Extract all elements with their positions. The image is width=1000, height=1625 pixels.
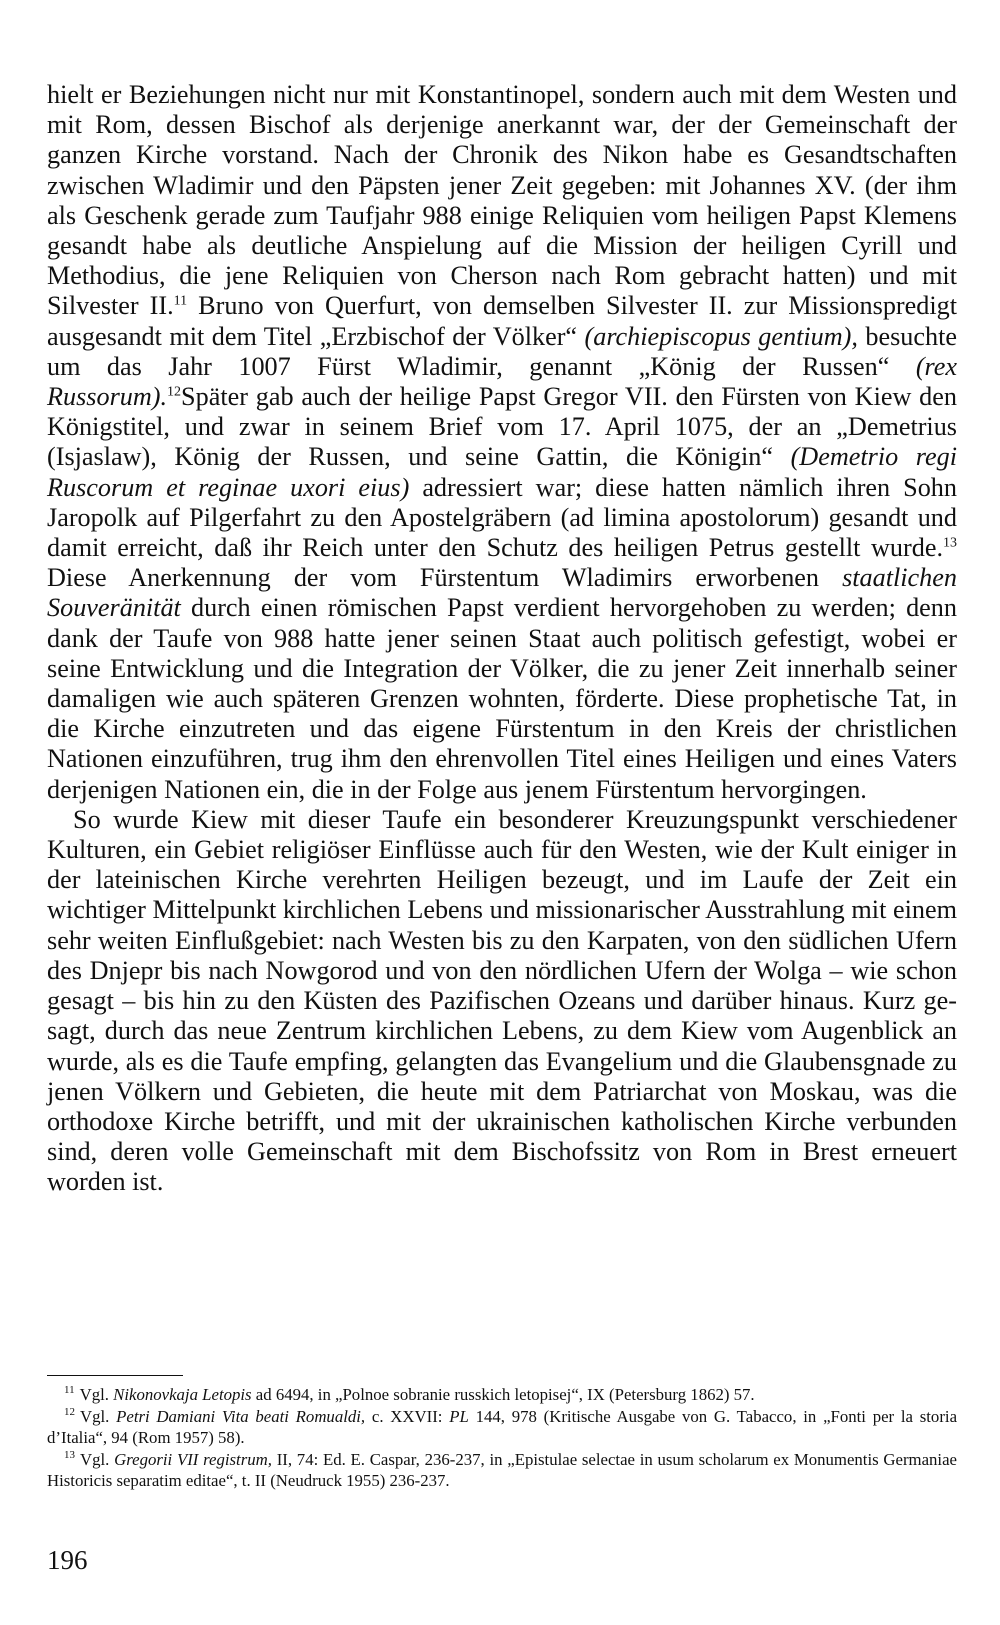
footnote-number: 11 (64, 1384, 75, 1397)
footnote-text: Vgl. (80, 1406, 117, 1426)
body-text (47, 80, 957, 1198)
page-number: 196 (47, 1545, 88, 1575)
footnote-text: c. XXVII: (365, 1406, 450, 1426)
footnote-ref-11[interactable]: 11 (173, 293, 188, 309)
footnote-title: PL (449, 1406, 469, 1426)
footnote-text: ad 6494, in „Polnoe sobranie russkich letopisej“, IX (Petersburg 1862) 57. (251, 1385, 755, 1404)
footnote-text: Vgl. (79, 1385, 114, 1404)
text-run: Später gab auch der heilige Papst Gregor VII. den Fürsten von Kiew den Königstitel, und zwar in seinem Brief vom 17. April 1075, der an „Demetrius (Isjaslaw), König der Russen, und seine Gattin, die Königin“ (47, 382, 957, 472)
text-run: Bruno von Querfurt, von demselben Silvester II. zur Missionspredigt ausgesandt mit dem Titel „Erzbischof der Völker“ (47, 291, 957, 351)
footnote-text: 144, 978 (Kritische Ausgabe von G. Tabacco, in „Fonti per la storia d’Italia“, 94 (Rom 1957) 58). (47, 1406, 958, 1448)
italic-latin-term: (Demetrio regi Ruscorum et reginae uxori eius) (47, 442, 957, 502)
footnote-ref-13[interactable]: 13 (943, 535, 957, 551)
footnote-number: 13 (64, 1449, 75, 1462)
paragraph (47, 80, 957, 805)
footnotes (47, 1384, 957, 1492)
footnote-text: II, 74: Ed. E. Caspar, 236-237, in „Epistulae selectae in usum scholarum ex Monumentis Germaniae Historicis separatim editae“, t. II (Neudruck 1955) 236-237. (47, 1449, 957, 1491)
text-run: durch einen römischen Papst verdient hervorgehoben zu werden; denn dank der Taufe von 988 hatte jener seinen Staat auch politisch gefestigt, wobei er seine Entwicklung und die Integration der Völker, die zu jener Zeit innerhalb seiner damaligen wie auch späteren Grenzen wohnten, förderte. Diese prophetische Tat, in die Kirche einzutreten und das eigene Fürstentum in den Kreis der christlichen Nationen einzuführen, trug ihm den ehrenvollen Titel eines Heiligen und eines Vaters derjenigen Nationen ein, die in der Folge aus jenem Fürstentum hervorgingen. (47, 593, 957, 804)
text-run: Diese Anerkennung der vom Fürstentum Wladimirs erworbenen (47, 563, 843, 593)
footnote-title: Gregorii VII registrum, (114, 1449, 272, 1469)
text-run: adressiert war; diese hatten nämlich ihren Sohn Jaropolk auf Pilgerfahrt zu den Apostelgräbern (ad limina apostolorum) gesandt und damit erreicht, daß ihr Reich unter den Schutz des heiligen Petrus gestellt wurde. (47, 472, 957, 563)
footnote-ref-12[interactable]: 12 (167, 384, 182, 400)
footnote-title: Nikonovkaja Letopis (113, 1385, 252, 1404)
footnote-13 (47, 1449, 957, 1492)
text-run: besuchte um das Jahr 1007 Fürst Wladimir, genannt „König der Russen“ (47, 321, 957, 381)
footnote-title: Petri Damiani Vita beati Romualdi, (116, 1406, 366, 1426)
footnote-divider (47, 1375, 183, 1376)
paragraph: So wurde Kiew mit dieser Taufe ein besonderer Kreuzungspunkt verschiedener Kulturen, ein Gebiet religiöser Einflüsse auch für den Westen, wie der Kult einiger in der lateinischen Kirche verehrten Heiligen bezeugt, und im Laufe der Zeit ein wichtiger Mittelpunkt kirchlichen Lebens und missionarischer Ausstrahlung mit einem sehr weiten Einflußgebiet: nach Westen bis zu den Karpaten, von den südlichen Ufern des Dnjepr bis nach Nowgorod und von den nördlichen Ufern der Wolga – wie schon gesagt – bis hin zu den Küsten des Pazifischen Ozeans und darüber hinaus. Kurz gesagt, durch das neue Zentrum kirchlichen Lebens, zu dem Kiew vom Augenblick an wurde, als es die Taufe empfing, gelangten das Evangelium und die Glaubensgnade zu jenen Völkern und Gebieten, die heute mit dem Patriarchat von Moskau, was die orthodoxe Kirche betrifft, und mit der ukrainischen katholischen Kirche verbunden sind, deren volle Gemeinschaft mit dem Bischofssitz von Rom in Brest erneuert worden ist. (47, 804, 957, 1197)
text-run: hielt er Beziehungen nicht nur mit Konstantinopel, sondern auch mit dem Westen und mit Rom, dessen Bischof als derjenige anerkannt war, der der Gemeinschaft der ganzen Kirche vorstand. Nach der Chronik des Nikon habe es Gesandtschaften zwischen Wladimir und den Päpsten jener Zeit gegeben: mit Johannes XV. (der ihm als Geschenk gerade zum Taufjahr 988 einige Reliquien vom heiligen Papst Klemens gesandt habe als deutliche Anspielung auf die Mission der heiligen Cyrill und Methodius, die jene Reliquien von Cherson nach Rom gebracht hatten) und mit Silvester II. (47, 80, 957, 321)
italic-emphasis: staatlichen Souveränität (47, 563, 957, 623)
footnote-11 (47, 1384, 957, 1406)
italic-latin-term: (archiepiscopus gentium), (584, 321, 858, 351)
italic-latin-term: (rex Russorum). (47, 351, 957, 412)
footnote-text: Vgl. (80, 1449, 115, 1469)
footnote-12 (47, 1406, 957, 1449)
footnote-number: 12 (64, 1406, 75, 1418)
